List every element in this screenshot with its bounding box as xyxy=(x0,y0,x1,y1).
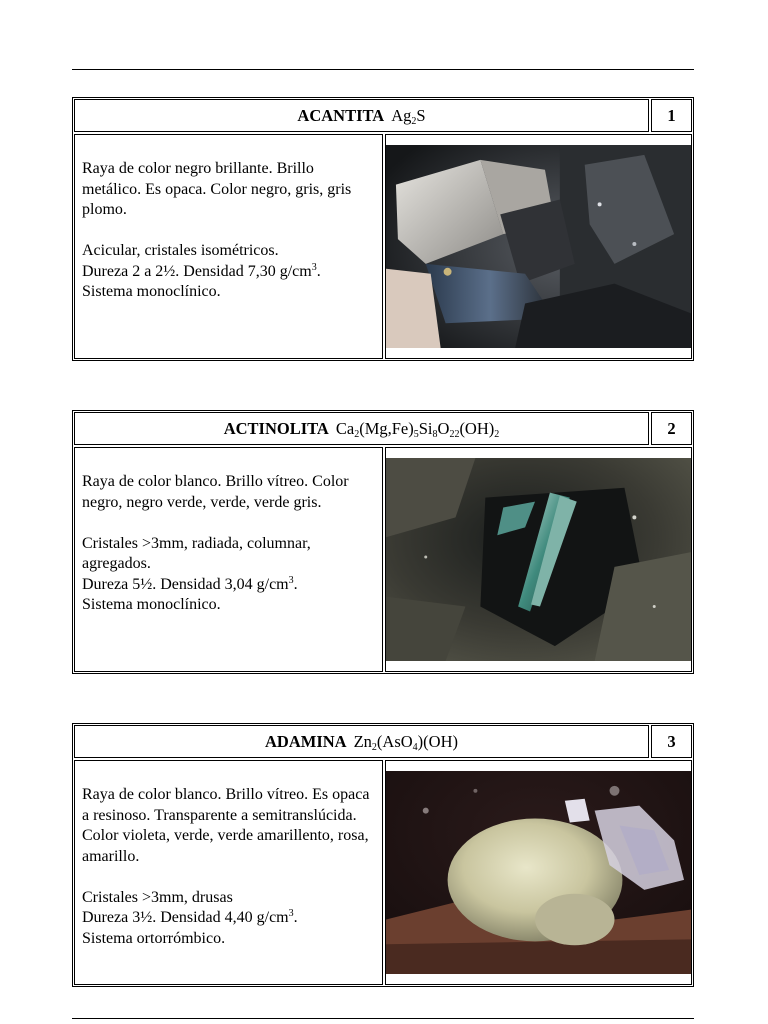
hardness-density-text: Dureza 5½. Densidad 3,04 $g/cm^3$. xyxy=(82,574,298,593)
properties-text: Raya de color blanco. Brillo vítreo. Es opaca a resinoso. Transparente a semitranslúcida. Color violeta, verde, verde amarillento, rosa, amarillo. xyxy=(82,786,370,865)
mineral-formula: $Ca_2(Mg,Fe)_5Si_8O_{22}(OH)_2$ xyxy=(335,418,500,440)
card-title xyxy=(74,412,649,445)
mineral-card-adamina xyxy=(72,723,694,987)
mineral-card-actinolita xyxy=(72,410,694,674)
card-number: 1 xyxy=(651,99,692,132)
crystal-system-text: Sistema monoclínico. xyxy=(82,596,221,613)
card-number: 3 xyxy=(651,725,692,758)
mineral-card-acantita xyxy=(72,97,694,361)
actinolita-photo xyxy=(386,458,691,661)
mineral-description xyxy=(74,447,383,672)
mineral-photo-cell xyxy=(385,447,692,672)
mineral-name: ACANTITA xyxy=(297,105,385,125)
mineral-photo-cell xyxy=(385,760,692,985)
acantita-photo xyxy=(386,145,691,348)
hardness-density-text: Dureza 3½. Densidad 4,40 $g/cm^3$. xyxy=(82,908,298,926)
mineral-formula: $Zn_2(AsO_4)(OH)$ xyxy=(353,731,458,753)
properties-text: Raya de color blanco. Brillo vítreo. Color negro, negro verde, verde, verde gris. xyxy=(82,473,349,511)
mineral-photo-cell xyxy=(385,134,692,359)
adamina-photo xyxy=(386,771,691,974)
mineral-description xyxy=(74,134,383,359)
mineral-formula: $Ag_2S$ xyxy=(391,105,426,127)
mineral-description xyxy=(74,760,383,985)
habit-text: Acicular, cristales isométricos. xyxy=(82,242,279,259)
habit-text: Cristales >3mm, radiada, columnar, agregados. xyxy=(82,534,311,572)
properties-text: Raya de color negro brillante. Brillo metálico. Es opaca. Color negro, gris, gris plomo. xyxy=(82,160,352,218)
crystal-system-text: Sistema monoclínico. xyxy=(82,283,221,300)
bottom-rule xyxy=(72,1018,694,1019)
crystal-system-text: Sistema ortorrómbico. xyxy=(82,929,226,947)
hardness-density-text: Dureza 2 a 2½. Densidad 7,30 $g/cm^3$. xyxy=(82,261,321,280)
card-number: 2 xyxy=(651,412,692,445)
card-title xyxy=(74,99,649,132)
card-title xyxy=(74,725,649,758)
mineral-name: ACTINOLITA xyxy=(223,418,329,438)
mineral-name: ADAMINA xyxy=(265,731,347,751)
habit-text: Cristales >3mm, drusas xyxy=(82,888,233,906)
top-rule xyxy=(72,69,694,70)
